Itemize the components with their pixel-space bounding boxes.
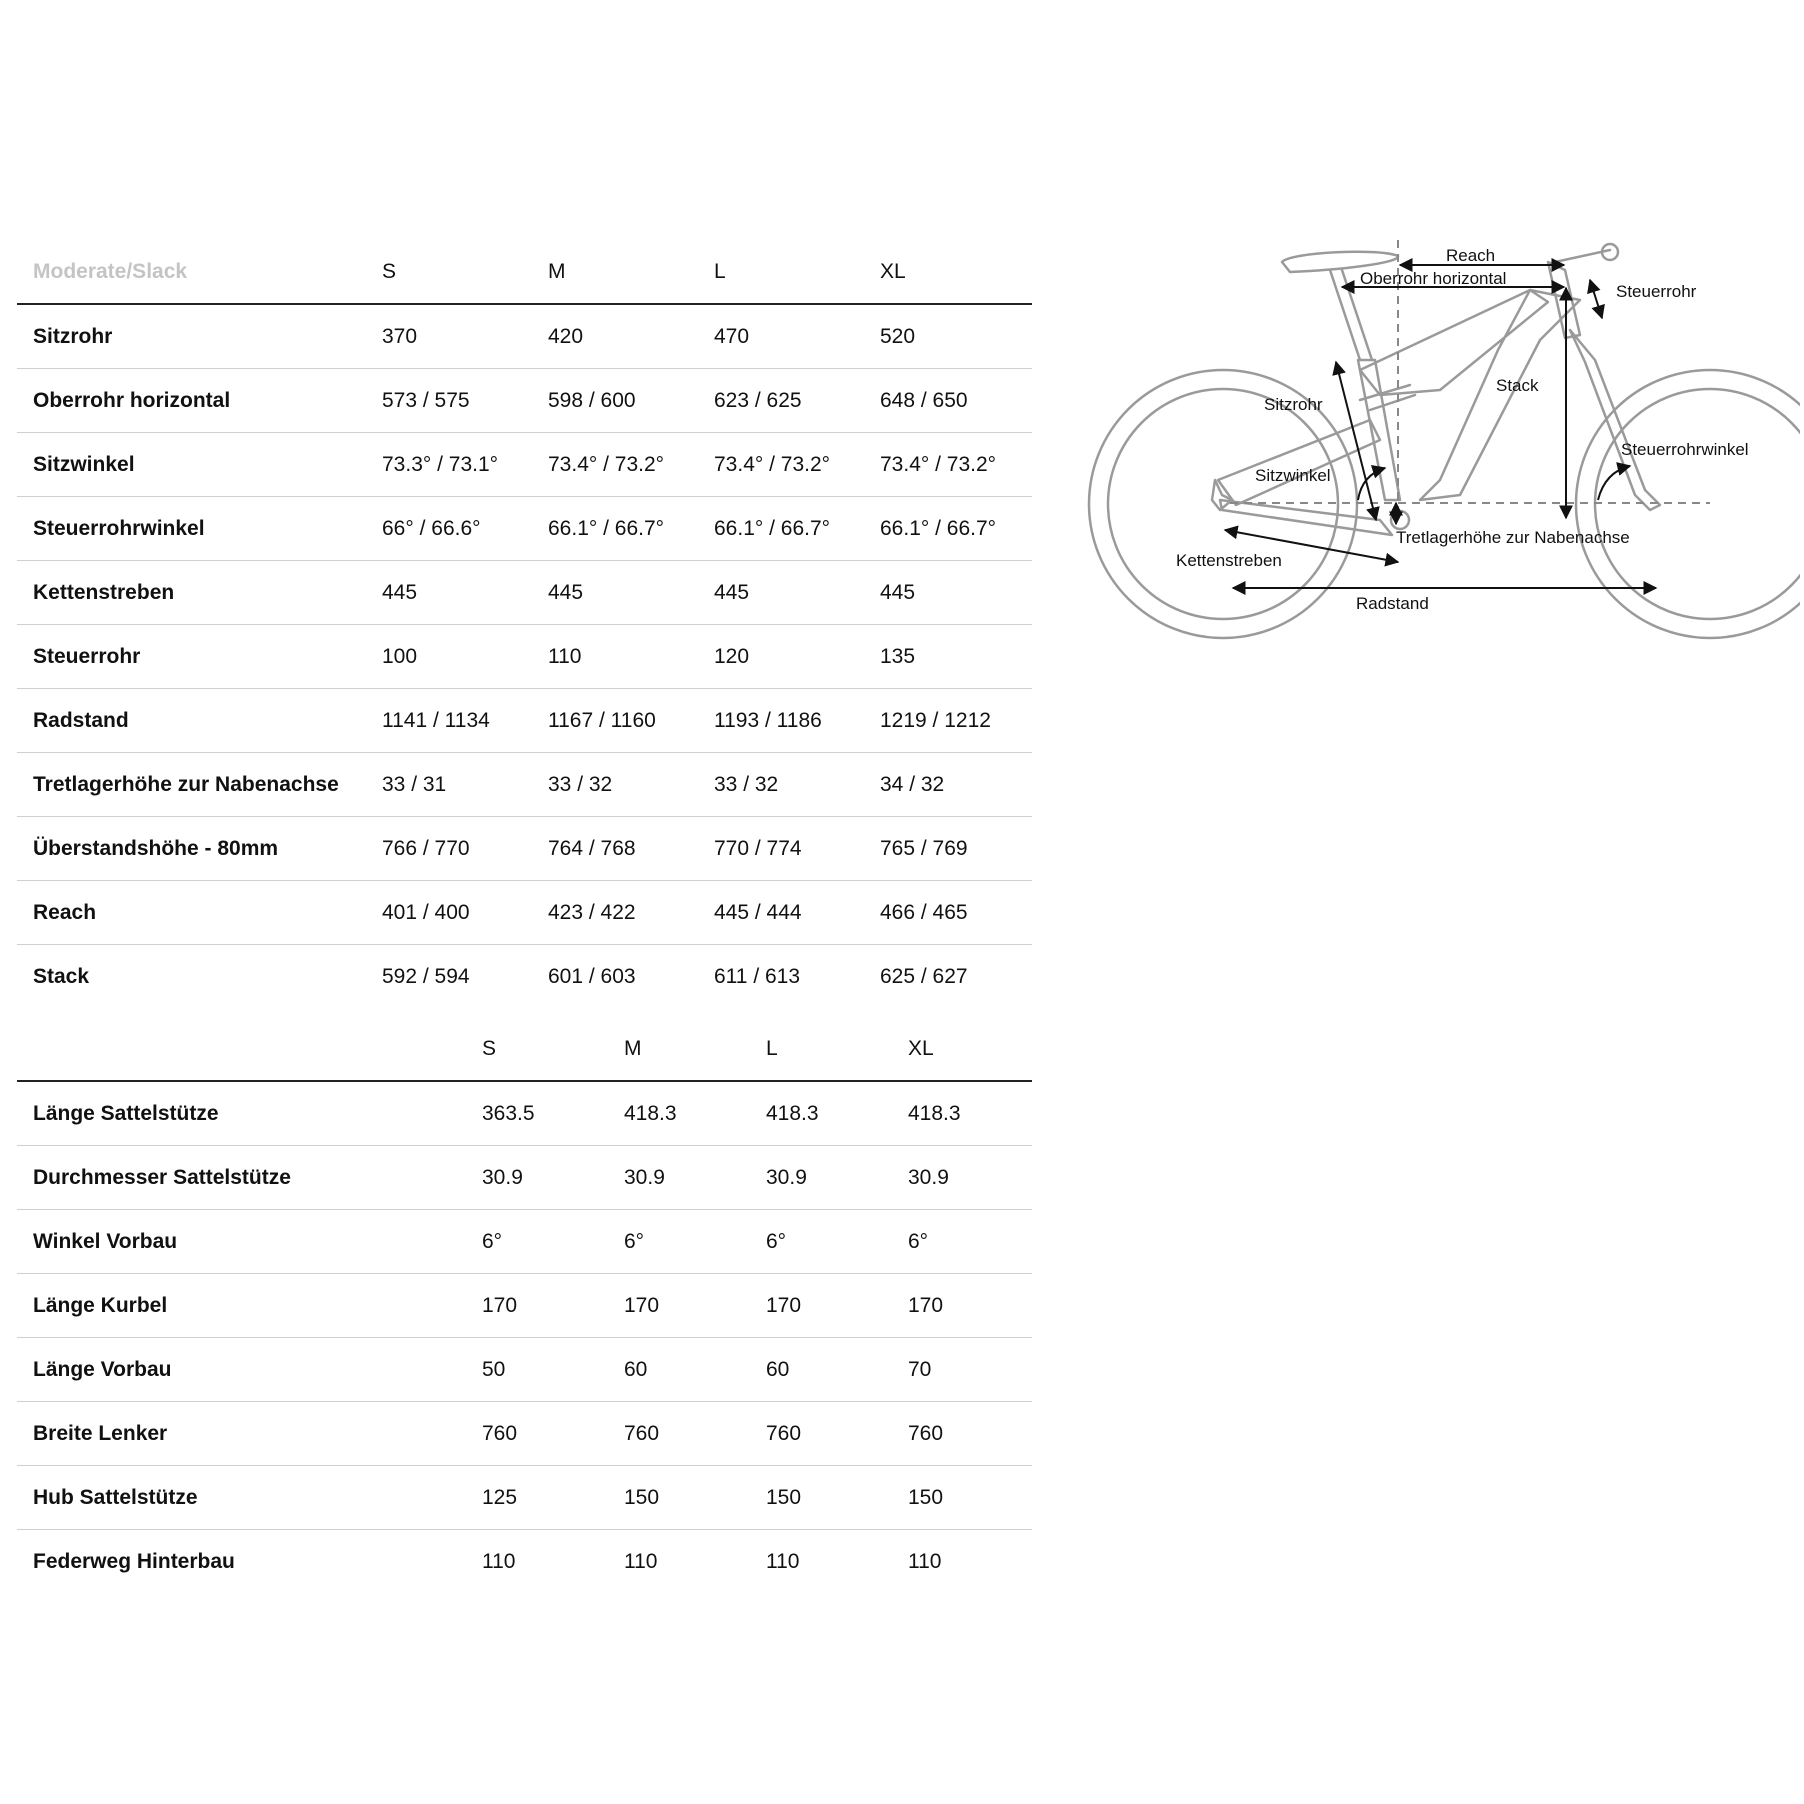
row-label: Sitzrohr: [17, 304, 382, 369]
seat-tube: [1358, 360, 1400, 500]
header-label: [17, 1018, 482, 1081]
cell-value: 110: [482, 1549, 516, 1573]
cell-value: 66° / 66.6°: [382, 497, 548, 561]
cell-value: 770 / 774: [714, 817, 880, 881]
cell-value: 110: [766, 1549, 800, 1573]
cell-value: 170: [624, 1274, 766, 1338]
cell-value: 110: [548, 625, 714, 689]
row-label: Reach: [17, 881, 382, 945]
cell-value: 66.1° / 66.7°: [880, 497, 1032, 561]
cell-value: 648 / 650: [880, 369, 1032, 433]
cell-value: 1219 / 1212: [880, 689, 1032, 753]
cell-value: 401 / 400: [382, 881, 548, 945]
geometry-preset-label: Moderate/Slack: [17, 241, 382, 304]
cell-value: 520: [880, 304, 1032, 369]
cell-value: 418.3: [766, 1081, 908, 1146]
table-row: [17, 433, 1032, 497]
table-row: [17, 817, 1032, 881]
geometry-table: [17, 241, 1032, 1008]
label-head-tube: Steuerrohr: [1616, 282, 1697, 301]
row-label: Stack: [33, 964, 90, 988]
cell-value: 1167 / 1160: [548, 689, 714, 753]
cell-value: 573 / 575: [382, 369, 548, 433]
cell-value: 33 / 32: [714, 753, 880, 817]
row-label: Federweg Hinterbau: [33, 1549, 235, 1573]
cell-value: 33 / 31: [382, 753, 548, 817]
shock: [1360, 385, 1415, 410]
cell-value: 611 / 613: [714, 964, 801, 988]
label-seat-angle: Sitzwinkel: [1255, 466, 1331, 485]
fork: [1570, 330, 1660, 510]
size-header: L: [714, 241, 880, 304]
table-row: [17, 1081, 1032, 1146]
cell-value: 30.9: [482, 1146, 624, 1210]
cell-value: 60: [624, 1338, 766, 1402]
cell-value: 466 / 465: [880, 881, 1032, 945]
table-row: [17, 753, 1032, 817]
row-label: Radstand: [17, 689, 382, 753]
cell-value: 470: [714, 304, 880, 369]
table-row: [17, 1402, 1032, 1466]
cell-value: 766 / 770: [382, 817, 548, 881]
cell-value: 445: [382, 561, 548, 625]
cell-value: 150: [908, 1466, 1032, 1530]
table-row: [17, 369, 1032, 433]
head-tube-arrow: [1590, 280, 1602, 318]
row-label: Tretlagerhöhe zur Nabenachse: [17, 753, 382, 817]
component-table-header: [17, 1018, 1032, 1081]
cell-value: 760: [766, 1402, 908, 1466]
row-label: Sitzwinkel: [17, 433, 382, 497]
bike-geometry-diagram: [1080, 230, 1800, 650]
row-label: Durchmesser Sattelstütze: [17, 1146, 482, 1210]
cell-value: 60: [766, 1338, 908, 1402]
cell-value: 120: [714, 625, 880, 689]
label-top-tube: Oberrohr horizontal: [1360, 269, 1507, 288]
size-header: M: [548, 241, 714, 304]
size-header: L: [766, 1018, 908, 1081]
table-row: [17, 1338, 1032, 1402]
label-stack: Stack: [1496, 376, 1539, 395]
label-bb-drop: Tretlagerhöhe zur Nabenachse: [1396, 528, 1630, 547]
row-label: Überstandshöhe - 80mm: [17, 817, 382, 881]
headtube-stem: [1548, 250, 1610, 338]
cell-value: 30.9: [908, 1146, 1032, 1210]
cell-value: 418.3: [624, 1081, 766, 1146]
row-label: Steuerrohr: [17, 625, 382, 689]
cell-value: 30.9: [766, 1146, 908, 1210]
cell-value: 150: [766, 1466, 908, 1530]
table-row: [17, 304, 1032, 369]
table-row: [17, 945, 1032, 1009]
cell-value: 170: [482, 1274, 624, 1338]
cell-value: 418.3: [908, 1081, 1032, 1146]
cell-value: 445: [548, 561, 714, 625]
cell-value: 1141 / 1134: [382, 689, 548, 753]
cell-value: 1193 / 1186: [714, 689, 880, 753]
cell-value: 765 / 769: [880, 817, 1032, 881]
cell-value: 73.4° / 73.2°: [714, 433, 880, 497]
label-chainstay: Kettenstreben: [1176, 551, 1282, 570]
geometry-table-header: [17, 241, 1032, 304]
cell-value: 445: [880, 561, 1032, 625]
cell-value: 50: [482, 1338, 624, 1402]
cell-value: 6°: [908, 1210, 1032, 1274]
cell-value: 135: [880, 625, 1032, 689]
label-wheelbase: Radstand: [1356, 594, 1429, 613]
cell-value: 110: [624, 1549, 658, 1573]
component-table: [17, 1018, 1032, 1593]
cell-value: 420: [548, 304, 714, 369]
cell-value: 6°: [624, 1210, 766, 1274]
table-row: [17, 1146, 1032, 1210]
cell-value: 592 / 594: [382, 964, 470, 988]
size-header: S: [382, 241, 548, 304]
cell-value: 445 / 444: [714, 881, 880, 945]
row-label: Oberrohr horizontal: [17, 369, 382, 433]
row-label: Steuerrohrwinkel: [17, 497, 382, 561]
cell-value: 100: [382, 625, 548, 689]
cell-value: 30.9: [624, 1146, 766, 1210]
cell-value: 125: [482, 1466, 624, 1530]
row-label: Länge Kurbel: [17, 1274, 482, 1338]
cell-value: 623 / 625: [714, 369, 880, 433]
cell-value: 73.4° / 73.2°: [548, 433, 714, 497]
label-head-angle: Steuerrohrwinkel: [1621, 440, 1749, 459]
cell-value: 598 / 600: [548, 369, 714, 433]
row-label: Länge Sattelstütze: [17, 1081, 482, 1146]
cell-value: 6°: [482, 1210, 624, 1274]
table-row: [17, 689, 1032, 753]
row-label: Länge Vorbau: [17, 1338, 482, 1402]
cell-value: 150: [624, 1466, 766, 1530]
cell-value: 73.3° / 73.1°: [382, 433, 548, 497]
cell-value: 70: [908, 1338, 1032, 1402]
size-header: M: [624, 1018, 766, 1081]
cell-value: 601 / 603: [548, 964, 636, 988]
size-header: XL: [908, 1018, 1032, 1081]
cell-value: 6°: [766, 1210, 908, 1274]
cell-value: 66.1° / 66.7°: [714, 497, 880, 561]
cell-value: 73.4° / 73.2°: [880, 433, 1032, 497]
table-row: [17, 1530, 1032, 1594]
table-row: [17, 625, 1032, 689]
cell-value: 363.5: [482, 1081, 624, 1146]
cell-value: 760: [482, 1402, 624, 1466]
cell-value: 760: [908, 1402, 1032, 1466]
table-row: [17, 1274, 1032, 1338]
cell-value: 370: [382, 304, 548, 369]
cell-value: 33 / 32: [548, 753, 714, 817]
down-tube: [1420, 290, 1580, 500]
cell-value: 423 / 422: [548, 881, 714, 945]
cell-value: 625 / 627: [880, 964, 968, 988]
row-label: Kettenstreben: [17, 561, 382, 625]
chainstay-tube: [1220, 500, 1392, 535]
size-header: S: [482, 1018, 624, 1081]
table-row: [17, 561, 1032, 625]
cell-value: 764 / 768: [548, 817, 714, 881]
row-label: Breite Lenker: [17, 1402, 482, 1466]
label-reach: Reach: [1446, 246, 1496, 265]
label-seat-tube: Sitzrohr: [1264, 395, 1323, 414]
cell-value: 170: [908, 1274, 1032, 1338]
cell-value: 66.1° / 66.7°: [548, 497, 714, 561]
cell-value: 170: [766, 1274, 908, 1338]
table-row: [17, 497, 1032, 561]
cell-value: 34 / 32: [880, 753, 1032, 817]
cell-value: 110: [908, 1549, 942, 1573]
bottom-bracket: [1391, 511, 1409, 529]
table-row: [17, 1210, 1032, 1274]
row-label: Winkel Vorbau: [17, 1210, 482, 1274]
cell-value: 760: [624, 1402, 766, 1466]
row-label: Hub Sattelstütze: [17, 1466, 482, 1530]
table-row: [17, 1466, 1032, 1530]
size-header: XL: [880, 241, 1032, 304]
table-row: [17, 881, 1032, 945]
cell-value: 445: [714, 561, 880, 625]
